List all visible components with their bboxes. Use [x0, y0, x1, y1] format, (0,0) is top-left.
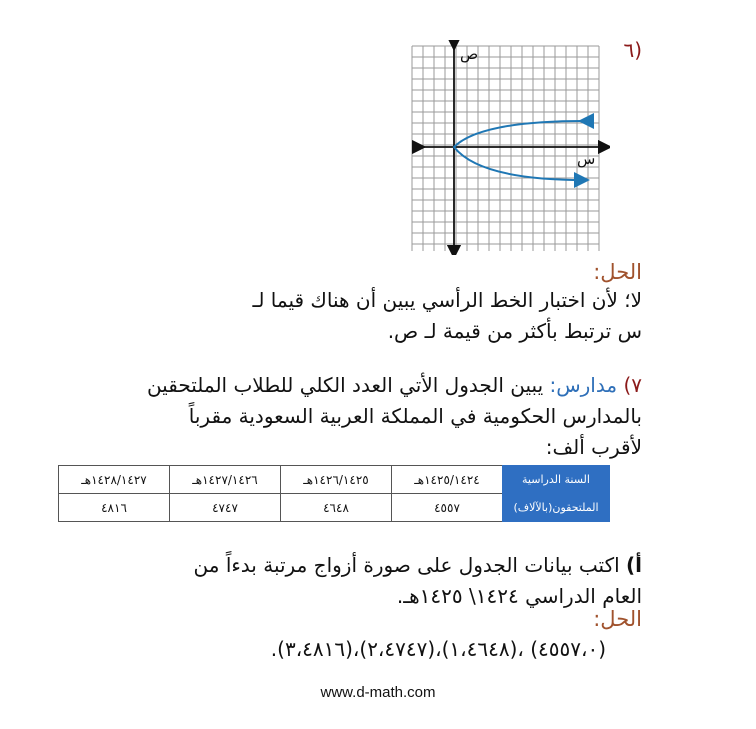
enrollment-table — [58, 465, 610, 522]
table-cell-year: ١٤٢٨/١٤٢٧هـ — [59, 466, 170, 494]
q7-intro-line-2: بالمدارس الحكومية في المملكة العربية السعودية مقرباً — [188, 404, 642, 428]
question-6-number: ٦) — [623, 38, 642, 62]
footer-website: www.d-math.com — [320, 684, 436, 701]
question-7-number: ٧) — [623, 373, 642, 397]
q7-part-a — [82, 550, 642, 612]
part-a-text-1: اكتب بيانات الجدول على صورة أزواج مرتبة بدءاً من — [193, 553, 620, 577]
part-a-letter: أ) — [626, 553, 642, 577]
table-cell-value: ٤٥٥٧ — [392, 494, 503, 522]
q6-solution-text — [82, 285, 642, 347]
table-row-values — [59, 494, 610, 522]
q6-solution-label: الحل: — [593, 260, 642, 284]
table-cell-year: ١٤٢٦/١٤٢٥هـ — [281, 466, 392, 494]
q6-solution-line-1: لا؛ لأن اختبار الخط الرأسي يبين أن هناك قيما لـ — [252, 288, 642, 312]
q7-intro-text-1: يبين الجدول الأتي العدد الكلي للطلاب الملتحقين — [146, 373, 544, 397]
table-cell-year: ١٤٢٥/١٤٢٤هـ — [392, 466, 503, 494]
table-row-years — [59, 466, 610, 494]
y-axis-label: ص — [460, 45, 479, 63]
sideways-parabola-curve — [454, 121, 584, 180]
part-a-solution-text: (٤٥٥٧،٠) ،(١،٤٦٤٨)،(٢،٤٧٤٧)،(٣،٤٨١٦). — [270, 637, 606, 661]
q7-intro — [52, 370, 642, 463]
table-cell-value: ٤٧٤٧ — [170, 494, 281, 522]
q6-solution-line-2: س ترتبط بأكثر من قيمة لـ ص. — [387, 319, 642, 343]
q7-intro-line-3: لأقرب ألف: — [545, 435, 642, 459]
q7-intro-line-1 — [52, 370, 642, 401]
part-a-solution-label: الحل: — [593, 607, 642, 631]
part-a-line-1 — [82, 550, 642, 581]
table-cell-value: ٤٦٤٨ — [281, 494, 392, 522]
part-a-line-2: العام الدراسي ١٤٢٤\ ١٤٢٥هـ. — [396, 584, 642, 608]
table-header-year-label: السنة الدراسية — [503, 466, 610, 494]
table-cell-year: ١٤٢٧/١٤٢٦هـ — [170, 466, 281, 494]
q7-topic: مدارس: — [549, 373, 618, 397]
table-header-enrolled-label: الملتحقون(بالآلاف) — [503, 494, 610, 522]
table-cell-value: ٤٨١٦ — [59, 494, 170, 522]
grid — [412, 46, 599, 251]
x-axis-label: س — [577, 150, 596, 168]
relation-graph — [405, 40, 610, 255]
